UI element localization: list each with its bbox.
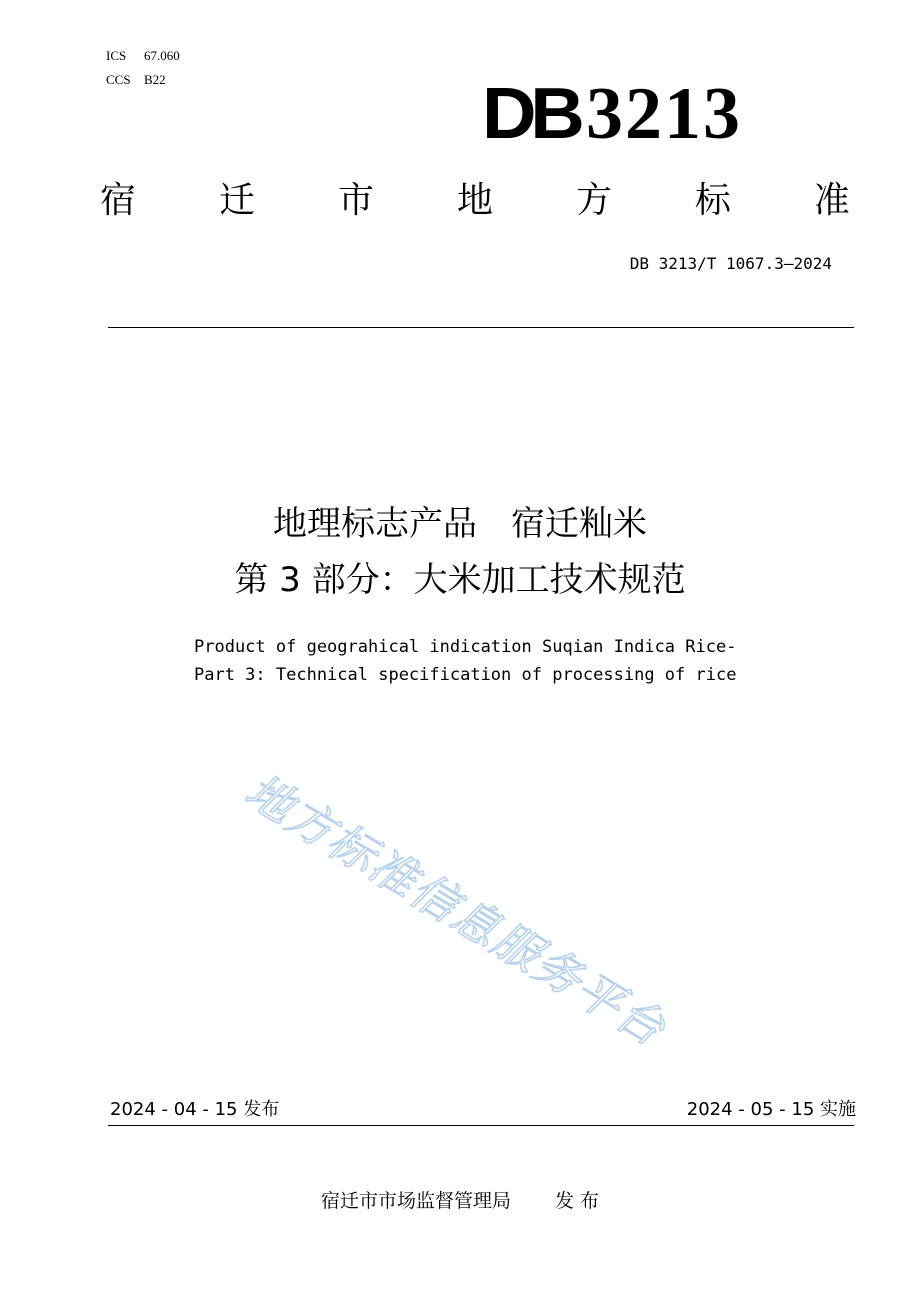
watermark-graphic — [232, 760, 792, 1080]
header-divider — [108, 327, 854, 328]
title-cn-line1: 地理标志产品 宿迁籼米 — [273, 504, 647, 544]
standard-type-char: 宿 — [100, 180, 137, 221]
standard-type-char: 方 — [575, 180, 612, 221]
title-en-line1: Product of geograhical indication Suqian Indica Rice- — [194, 637, 737, 657]
ccs-value: B22 — [144, 72, 166, 87]
ccs-row — [106, 68, 180, 92]
standard-type-char: 迁 — [218, 180, 255, 221]
footer-divider — [108, 1125, 854, 1126]
classification-codes — [106, 44, 180, 92]
ics-value: 67.060 — [144, 48, 180, 63]
db-region-number: 3213 — [586, 73, 742, 155]
issuer-name: 宿迁市市场监督管理局 — [320, 1190, 511, 1212]
standard-type-char: 地 — [456, 180, 493, 221]
standard-code: DB 3213/T 1067.3—2024 — [629, 254, 832, 273]
ics-label: ICS — [106, 48, 127, 63]
title-en-line2: Part 3: Technical specification of processing of rice — [194, 665, 737, 685]
watermark-text: 地方标准信息服务平台 — [236, 763, 676, 1057]
implementation-date: 2024 - 05 - 15 实施 — [686, 1099, 856, 1120]
standard-type-char: 市 — [337, 180, 374, 221]
title-cn-line2: 第 3 部分：大米加工技术规范 — [234, 560, 686, 600]
ics-row — [106, 44, 180, 68]
standard-type-heading — [100, 176, 850, 226]
ccs-label: CCS — [106, 72, 131, 87]
issuer — [0, 1187, 920, 1215]
standard-type-char: 标 — [694, 180, 731, 221]
issuer-action: 发 布 — [554, 1190, 600, 1212]
watermark — [232, 760, 792, 1080]
db-standard-mark — [482, 74, 742, 154]
standard-type-char: 准 — [813, 180, 850, 221]
db-prefix: DB — [482, 74, 579, 154]
issue-date: 2024 - 04 - 15 发布 — [110, 1099, 280, 1120]
